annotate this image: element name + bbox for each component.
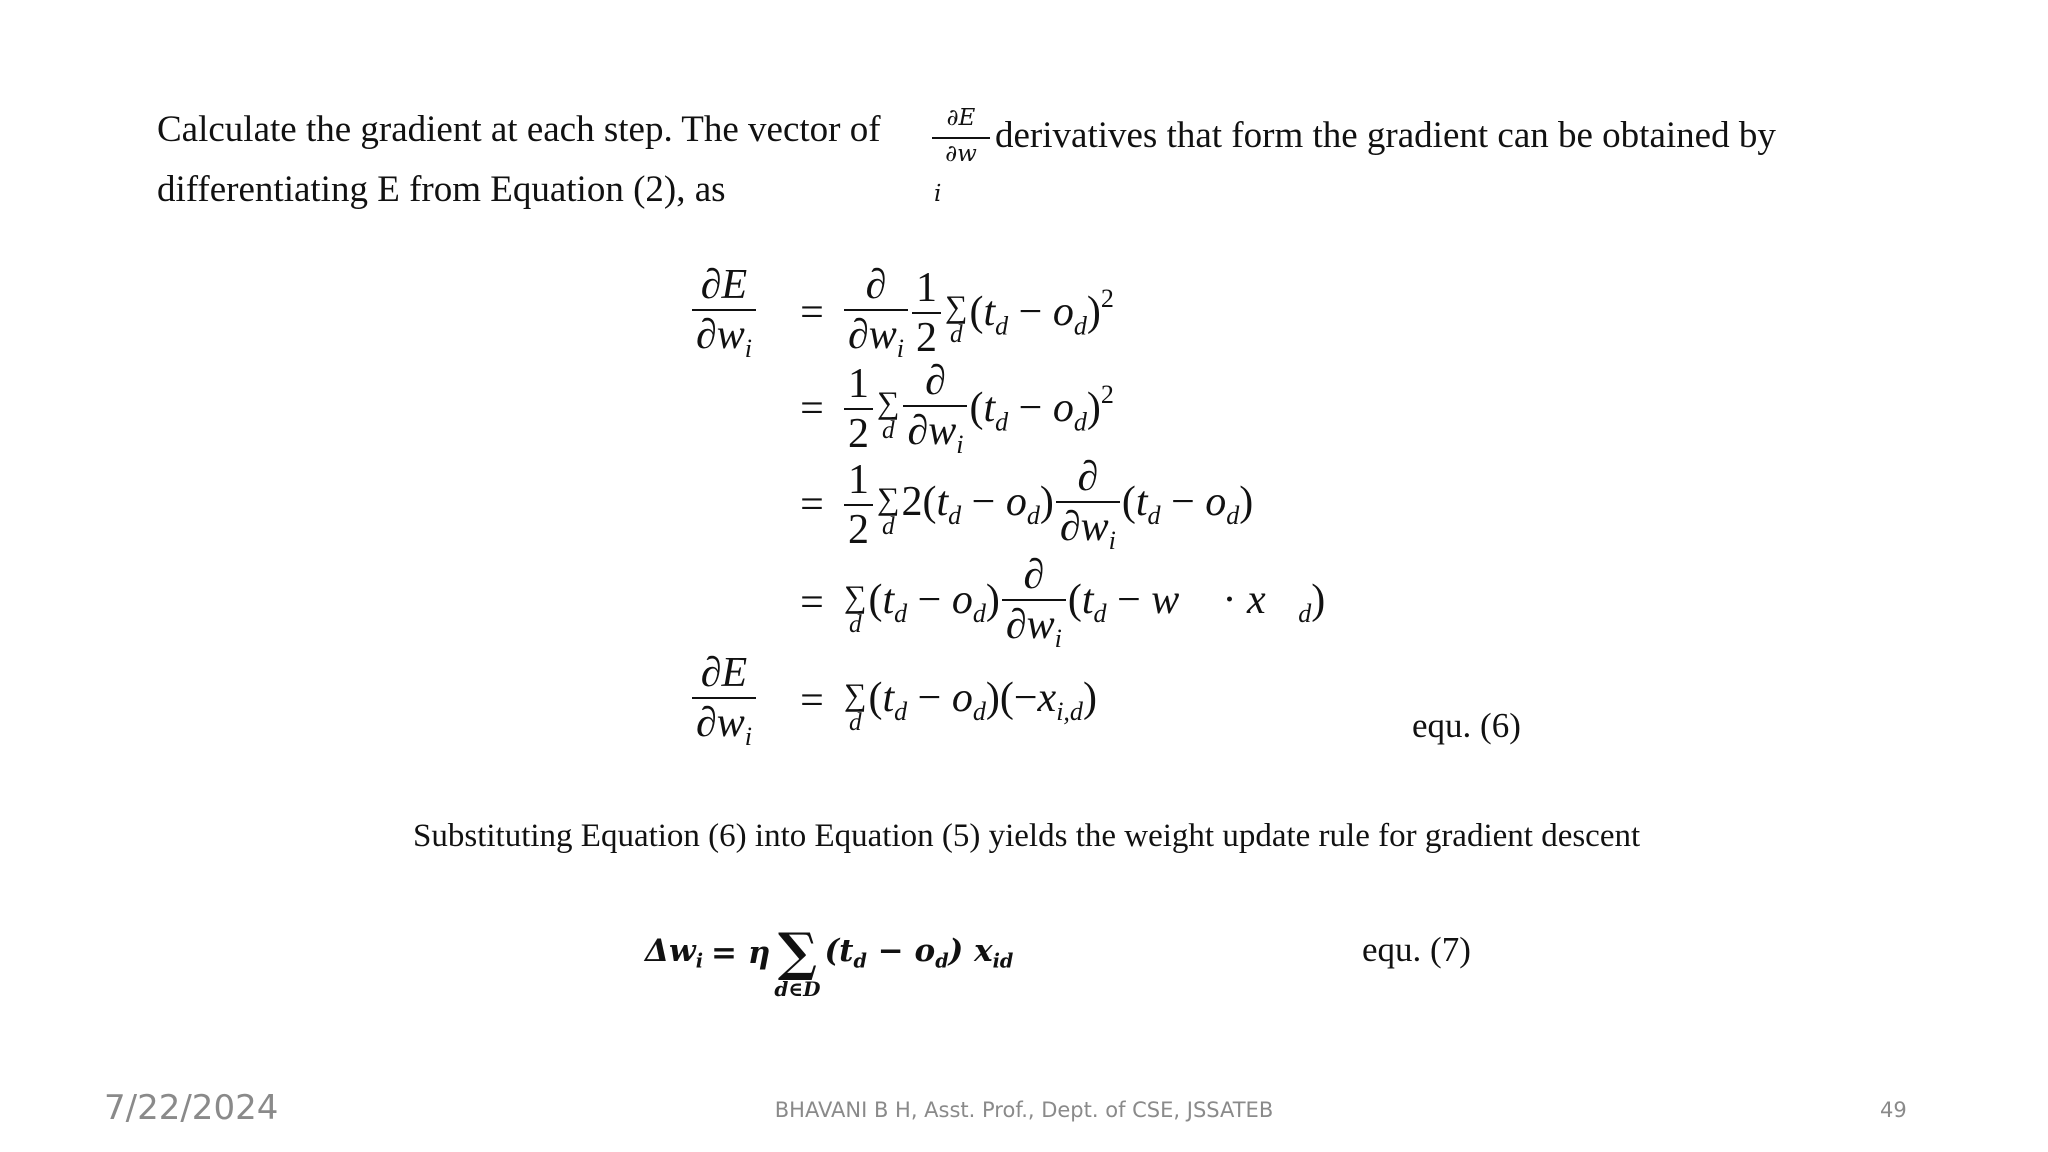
derivation-line-1: [690, 261, 1114, 364]
partial-operator-fraction: $\frac{\partial}{\partial w_i}$: [1002, 554, 1066, 652]
gradient-result-term: $(t_d - o_d)(-x_{i,d})$: [868, 675, 1097, 727]
chain-rule-factor: $2(t_d - o_d)$: [901, 479, 1054, 531]
delta-w: $\Delta w_i$: [645, 933, 704, 973]
gradient-derivation: [690, 261, 1590, 788]
lhs-fraction: $\frac{\partial E}{\partial w_i}$: [692, 264, 756, 362]
error-term: $(t_d - o_d)$: [1121, 479, 1254, 531]
inline-partial-fraction: [932, 105, 990, 207]
equals-sign: =: [800, 386, 824, 432]
sum-symbol: ∑ d: [844, 676, 867, 737]
derivation-line-3: [690, 453, 1254, 556]
lhs-fraction: $\frac{\partial E}{\partial w_i}$: [692, 652, 756, 750]
equals-sign: =: [800, 580, 824, 626]
update-body: $(t_d - o_d)$ $x_{id}$: [824, 933, 1014, 973]
partial-operator-fraction: $\frac{\partial}{\partial w_i}$: [903, 360, 967, 458]
partial-operator-fraction: $\frac{\partial}{\partial w_i}$: [844, 264, 908, 362]
squared-error-term: $(t_d - o_d)^2$: [969, 380, 1114, 437]
inline-fraction-subscript: i: [934, 181, 942, 207]
half-fraction: $\frac{1}{2}$: [912, 267, 941, 359]
derivation-line-2: [690, 357, 1114, 460]
intro-line-2: differentiating E from Equation (2), as: [157, 169, 726, 210]
half-fraction: $\frac{1}{2}$: [844, 459, 873, 551]
error-term: $(t_d - o_d)$: [868, 577, 1000, 629]
footer-author: BHAVANI B H, Asst. Prof., Dept. of CSE, JSSATEB: [774, 1098, 1274, 1122]
half-fraction: $\frac{1}{2}$: [844, 363, 873, 455]
eta-term: = η: [711, 935, 771, 971]
intro-line-1-end: derivatives that form the gradient can be obtained by: [995, 115, 1776, 156]
substitution-sentence: Substituting Equation (6) into Equation (5) yields the weight update rule for gradient descent: [413, 818, 1641, 854]
sum-symbol: ∑ d: [877, 480, 900, 541]
squared-error-term: $(t_d - o_d)^2$: [969, 284, 1114, 341]
intro-line-1-start: Calculate the gradient at each step. The vector of: [157, 109, 881, 150]
equals-sign: =: [800, 290, 824, 336]
big-sum-symbol: ∑ d∈D: [774, 922, 821, 1001]
equals-sign: =: [800, 482, 824, 528]
partial-operator-fraction: $\frac{\partial}{\partial w_i}$: [1056, 456, 1120, 554]
inline-fraction-denominator: ∂w: [945, 141, 977, 167]
equation-6-label: equ. (6): [1412, 706, 1521, 745]
inline-fraction-numerator: ∂E: [946, 105, 976, 131]
sum-symbol: ∑ d: [877, 384, 900, 445]
sum-symbol: ∑ d: [945, 288, 968, 349]
linear-output-term: ($t_d$ − w⃗ · $x⃗_d$): [1067, 577, 1326, 629]
equals-sign: =: [800, 678, 824, 724]
sum-symbol: ∑ d: [844, 578, 867, 639]
equation-7-label: equ. (7): [1362, 930, 1471, 969]
derivation-line-5: [690, 649, 1097, 752]
weight-update-rule: [645, 908, 1014, 1001]
footer-date: 7/22/2024: [104, 1088, 279, 1128]
footer-page-number: 49: [1880, 1098, 1907, 1122]
derivation-line-4: [690, 551, 1326, 654]
inline-fraction-bar: [932, 137, 990, 139]
